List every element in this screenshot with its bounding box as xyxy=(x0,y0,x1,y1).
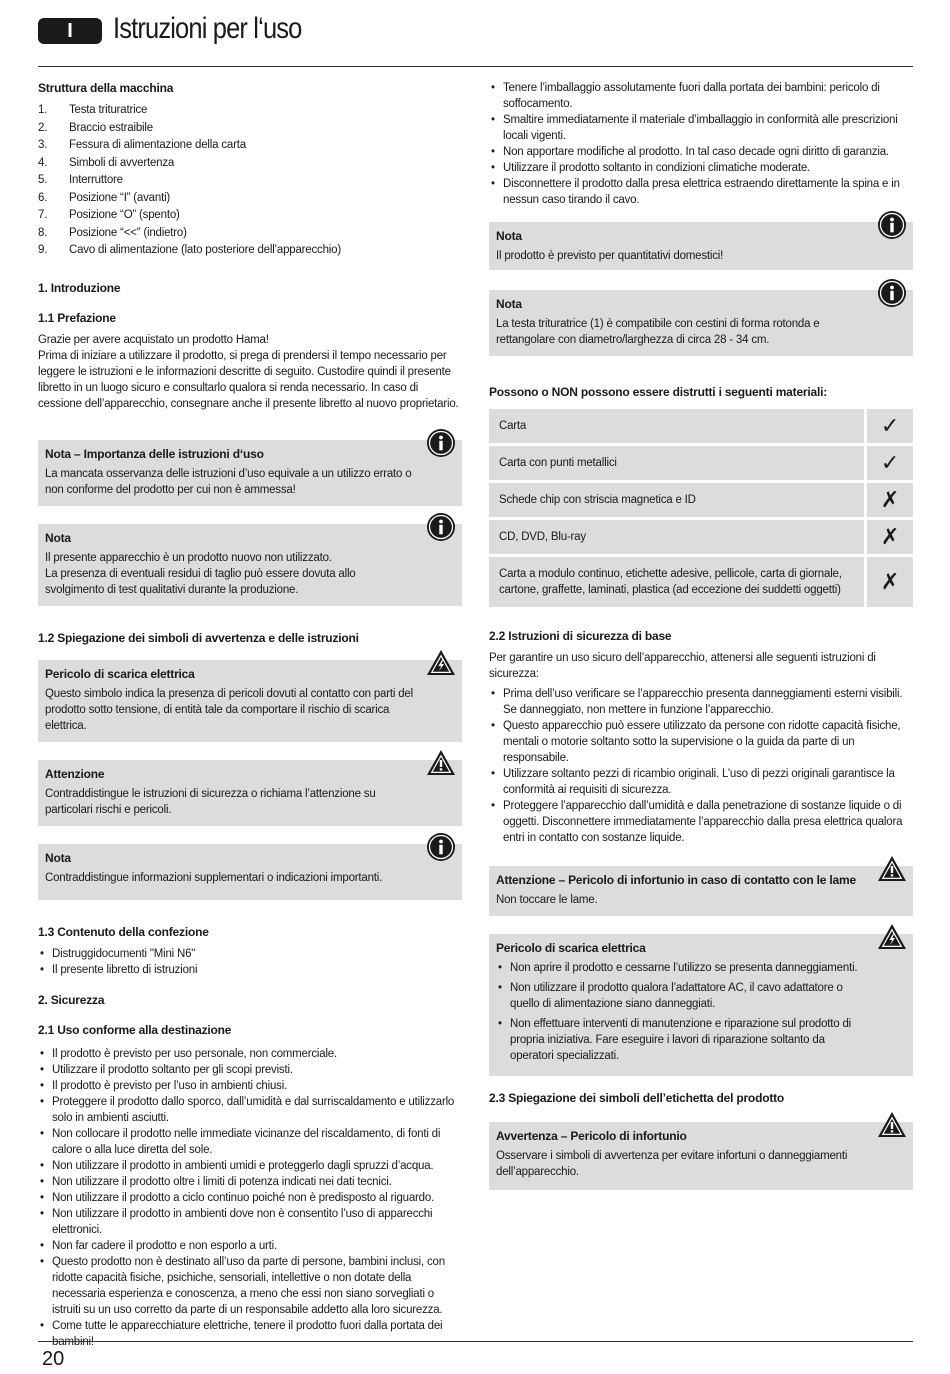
intended-use-list xyxy=(38,1046,462,1350)
preface-thanks: Grazie per avere acquistato un prodotto Hama! xyxy=(38,333,269,346)
note-title: Nota xyxy=(45,850,71,865)
structure-list xyxy=(38,102,462,260)
intended-use-item: • Non far cadere il prodotto e non esporlo a urti. xyxy=(38,1238,462,1254)
structure-item-number: 3. xyxy=(38,139,48,151)
electric-shock-icon xyxy=(877,922,907,952)
note-title: Nota xyxy=(45,530,71,545)
materials-table xyxy=(489,406,913,610)
packaging-list xyxy=(489,80,913,208)
material-name: Carta con punti metallici xyxy=(489,446,864,480)
right-column xyxy=(489,80,913,1190)
note-text: La mancata osservanza delle istruzioni d’uso equivale a un utilizzo errato o non conforme del prodotto per cui non è ammessa! xyxy=(45,467,412,496)
note-box-instructions xyxy=(38,440,462,506)
structure-item-number: 8. xyxy=(38,226,48,239)
safety-heading: 2. Sicurezza xyxy=(38,992,105,1007)
info-icon xyxy=(877,210,907,240)
shock-item: • Non utilizzare il prodotto qualora l’adattatore AC, il cavo adattatore o quello di alimentazione siano danneggiati. xyxy=(496,980,865,1012)
not-allowed-mark: ✗ xyxy=(864,520,913,554)
structure-item xyxy=(38,190,462,208)
contents-list xyxy=(38,946,462,978)
structure-item-number: 1. xyxy=(38,104,48,116)
note-title: Nota xyxy=(496,297,522,311)
intended-use-item: • Il prodotto è previsto per l’uso in ambienti chiusi. xyxy=(38,1078,462,1094)
symbols-heading: 1.2 Spiegazione dei simboli di avvertenza e delle istruzioni xyxy=(38,630,359,645)
packaging-item: • Tenere l’imballaggio assolutamente fuori dalla portata dei bambini: pericolo di soffocamento. xyxy=(489,80,913,112)
info-icon xyxy=(426,428,456,458)
material-name: CD, DVD, Blu-ray xyxy=(489,520,864,554)
blade-warning-title: Attenzione – Pericolo di infortunio in caso di contatto con le lame xyxy=(496,873,856,887)
note-box-bins xyxy=(489,290,913,356)
language-badge: I xyxy=(38,18,102,44)
allowed-mark: ✓ xyxy=(864,446,913,480)
injury-warning-title: Avvertenza – Pericolo di infortunio xyxy=(496,1129,687,1143)
attention-text: Contraddistingue le istruzioni di sicurezza o richiama l’attenzione su particolari rischi e pericoli. xyxy=(45,787,376,816)
contents-item: • Distruggidocumenti "Mini N6" xyxy=(38,946,462,962)
note-text: Il prodotto è previsto per quantitativi domestici! xyxy=(496,250,724,262)
blade-warning-text: Non toccare le lame. xyxy=(496,894,598,906)
basic-safety-heading: 2.2 Istruzioni di sicurezza di base xyxy=(489,629,672,643)
packaging-item: • Smaltire immediatamente il materiale d’imballaggio in conformità alle prescrizioni locali vigenti. xyxy=(489,112,913,144)
intended-use-item: • Non utilizzare il prodotto a ciclo continuo poiché non è predisposto al riguardo. xyxy=(38,1190,462,1206)
shock-item: • Non effettuare interventi di manutenzione e riparazione sul prodotto di propria iniziativa. Fare eseguire i lavori di riparazione soltanto da operatori specializzati. xyxy=(496,1016,865,1064)
note-text: La testa trituratrice (1) è compatibile con cestini di forma rotonda e rettangolare con diametro/larghezza di circa 28 - 34 cm. xyxy=(496,318,820,346)
basic-safety-item: • Prima dell’uso verificare se l’apparecchio presenta danneggiamenti esterni visibili. Se danneggiato, non mettere in funzione l’apparecchio. xyxy=(489,686,913,718)
note-box-info xyxy=(38,844,462,900)
preface-heading: 1.1 Prefazione xyxy=(38,310,116,325)
structure-item xyxy=(38,120,462,138)
note-title: Nota xyxy=(496,229,522,243)
warning-icon xyxy=(426,748,456,778)
structure-item xyxy=(38,102,462,120)
structure-item xyxy=(38,207,462,225)
structure-item-label: Posizione “O” (spento) xyxy=(69,209,180,221)
packaging-item: • Non apportare modifiche al prodotto. In tal caso decade ogni diritto di garanzia. xyxy=(489,144,913,160)
structure-item-label: Cavo di alimentazione (lato posteriore dell’apparecchio) xyxy=(69,244,341,256)
note-text: La presenza di eventuali residui di taglio può essere dovuta allo svolgimento di test qualitativi durante la produzione. xyxy=(45,567,356,596)
material-name: Schede chip con striscia magnetica e ID xyxy=(489,483,864,517)
structure-item-label: Braccio estraibile xyxy=(69,121,153,134)
basic-safety-intro: Per garantire un uso sicuro dell’apparecchio, attenersi alle seguenti istruzioni di sicurezza: xyxy=(489,652,876,680)
contents-item: • Il presente libretto di istruzioni xyxy=(38,962,462,978)
materials-heading: Possono o NON possono essere distrutti i seguenti materiali: xyxy=(489,385,828,399)
structure-item-label: Posizione “I” (avanti) xyxy=(69,191,171,204)
note-box-new-product xyxy=(38,524,462,606)
structure-item-number: 2. xyxy=(38,121,48,134)
basic-safety-list xyxy=(489,686,913,846)
electric-shock-icon xyxy=(426,648,456,678)
contents-heading: 1.3 Contenuto della confezione xyxy=(38,924,209,939)
basic-safety-item: • Proteggere l’apparecchio dall’umidità e dalla penetrazione di sostanze liquide o di oggetti. Disconnettere immediatamente l’apparecchio dalla presa elettrica qualora entri in contatto con sostanze liquide. xyxy=(489,798,913,846)
materials-row xyxy=(489,409,913,443)
shock-box xyxy=(38,660,462,742)
basic-safety-item: • Questo apparecchio può essere utilizzato da persone con ridotte capacità fisiche, mentali o motorie soltanto sotto la supervisione o la guida da parte di un responsabile. xyxy=(489,718,913,766)
attention-title: Attenzione xyxy=(45,766,105,781)
packaging-item: • Utilizzare il prodotto soltanto in condizioni climatiche moderate. xyxy=(489,160,913,176)
shock-list xyxy=(496,960,865,1064)
packaging-item: • Disconnettere il prodotto dalla presa elettrica estraendo direttamente la spina e in nessun caso tirando il cavo. xyxy=(489,176,913,208)
basic-safety-item: • Utilizzare soltanto pezzi di ricambio originali. L’uso di pezzi originali garantisce la conformità ai requisiti di sicurezza. xyxy=(489,766,913,798)
info-icon xyxy=(877,278,907,308)
injury-warning-box xyxy=(489,1122,913,1190)
intended-use-item: • Questo prodotto non è destinato all’uso da parte di persone, bambini inclusi, con ridotte capacità fisiche, psichiche, sensoriali, intellettive o non dotate della necessaria esperienza e conoscenza, a meno che essi non siano sorvegliati o istruiti su un uso corretto da parte di un responsabile addetto alla loro sicurezza. xyxy=(38,1254,462,1318)
label-symbols-heading: 2.3 Spiegazione dei simboli dell’etichetta del prodotto xyxy=(489,1091,785,1105)
note-box-household xyxy=(489,222,913,270)
preface-text: Prima di iniziare a utilizzare il prodotto, si prega di prendersi il tempo necessario per leggere le istruzioni e le informazioni descritte di seguito. Custodire quindi il presente libretto in un luogo sicuro e consultarlo qualora si renda necessario. In caso di cessione dell’apparecchio, consegnare anche il presente libretto al nuovo proprietario. xyxy=(38,349,459,410)
note-text: Contraddistingue informazioni supplementari o indicazioni importanti. xyxy=(45,871,383,884)
structure-item-label: Interruttore xyxy=(69,174,123,186)
structure-item-number: 9. xyxy=(38,244,48,256)
not-allowed-mark: ✗ xyxy=(864,483,913,517)
intro-heading: 1. Introduzione xyxy=(38,280,121,295)
shock-title: Pericolo di scarica elettrica xyxy=(496,941,646,955)
info-icon xyxy=(426,832,456,862)
injury-warning-text: Osservare i simboli di avvertenza per evitare infortuni o danneggiamenti dell’apparecchio. xyxy=(496,1150,848,1178)
page-header xyxy=(38,12,913,67)
intended-use-heading: 2.1 Uso conforme alla destinazione xyxy=(38,1022,232,1037)
structure-item xyxy=(38,242,462,260)
attention-box xyxy=(38,760,462,826)
structure-item-label: Simboli di avvertenza xyxy=(69,156,175,169)
intended-use-item: • Come tutte le apparecchiature elettriche, tenere il prodotto fuori dalla portata dei bambini! xyxy=(38,1318,462,1350)
intended-use-item: • Proteggere il prodotto dallo sporco, dall’umidità e dal surriscaldamento e utilizzarlo solo in ambienti asciutti. xyxy=(38,1094,462,1126)
materials-row xyxy=(489,446,913,480)
shock-item: • Non aprire il prodotto e cessarne l’utilizzo se presenta danneggiamenti. xyxy=(496,960,865,976)
structure-item xyxy=(38,225,462,243)
materials-row xyxy=(489,520,913,554)
structure-item-label: Posizione “<<” (indietro) xyxy=(69,226,187,239)
structure-item-number: 7. xyxy=(38,209,48,221)
note-title: Nota – Importanza delle istruzioni d‘uso xyxy=(45,446,264,461)
note-text: Il presente apparecchio è un prodotto nuovo non utilizzato. xyxy=(45,551,332,564)
structure-item xyxy=(38,155,462,173)
materials-row xyxy=(489,483,913,517)
structure-item-label: Testa trituratrice xyxy=(69,104,148,116)
shock-text: Questo simbolo indica la presenza di pericoli dovuti al contatto con parti del prodotto sotto tensione, di entità tale da comportare il rischio di scarica elettrica. xyxy=(45,687,413,732)
page-title: Istruzioni per l‘uso xyxy=(113,12,302,45)
intended-use-item: • Il prodotto è previsto per uso personale, non commerciale. xyxy=(38,1046,462,1062)
page-footer xyxy=(38,1341,913,1370)
shock-box-2 xyxy=(489,934,913,1076)
intended-use-item: • Non utilizzare il prodotto in ambienti dove non è consentito l’uso di apparecchi elettronici. xyxy=(38,1206,462,1238)
not-allowed-mark: ✗ xyxy=(864,557,913,607)
material-name: Carta a modulo continuo, etichette adesive, pellicole, carta di giornale, cartone, graffette, laminati, plastica (ad eccezione dei suddetti oggetti) xyxy=(489,557,864,607)
intended-use-item: • Non utilizzare il prodotto in ambienti umidi e proteggerlo dagli spruzzi d’acqua. xyxy=(38,1158,462,1174)
left-column xyxy=(38,80,462,1350)
warning-icon xyxy=(877,854,907,884)
structure-item-number: 6. xyxy=(38,191,48,204)
info-icon xyxy=(426,512,456,542)
structure-item xyxy=(38,172,462,190)
structure-item-label: Fessura di alimentazione della carta xyxy=(69,139,246,151)
intended-use-item: • Non utilizzare il prodotto oltre i limiti di potenza indicati nei dati tecnici. xyxy=(38,1174,462,1190)
structure-item xyxy=(38,137,462,155)
materials-row xyxy=(489,557,913,607)
structure-item-number: 4. xyxy=(38,156,48,169)
material-name: Carta xyxy=(489,409,864,443)
structure-item-number: 5. xyxy=(38,174,48,186)
intended-use-item: • Utilizzare il prodotto soltanto per gli scopi previsti. xyxy=(38,1062,462,1078)
blade-warning-box xyxy=(489,866,913,916)
intended-use-item: • Non collocare il prodotto nelle immediate vicinanze del riscaldamento, di fonti di calore o alla luce diretta del sole. xyxy=(38,1126,462,1158)
warning-icon xyxy=(877,1110,907,1140)
shock-title: Pericolo di scarica elettrica xyxy=(45,666,195,681)
page-number: 20 xyxy=(42,1348,65,1370)
allowed-mark: ✓ xyxy=(864,409,913,443)
structure-heading: Struttura della macchina xyxy=(38,81,174,95)
